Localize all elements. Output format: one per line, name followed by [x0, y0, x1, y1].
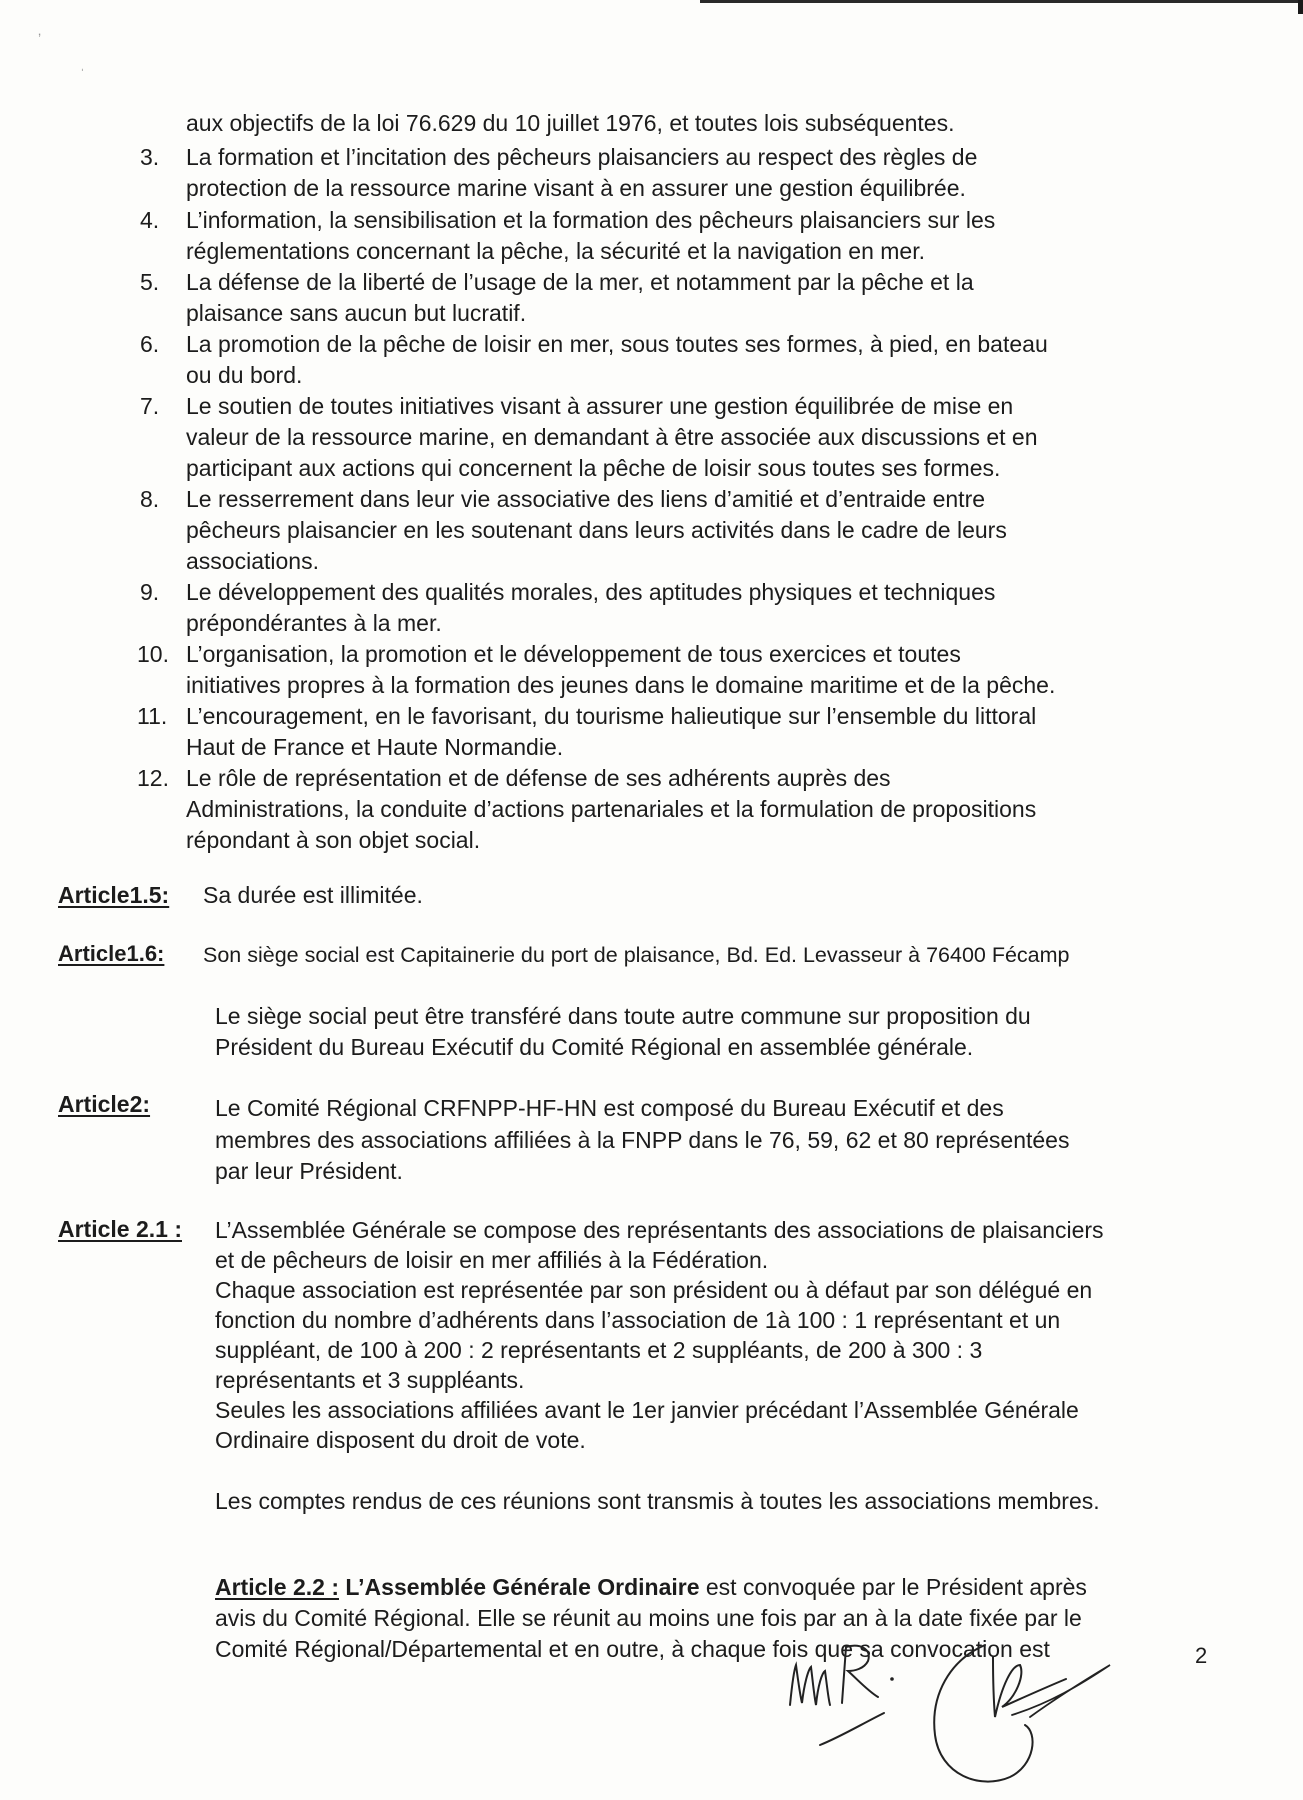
article-2-1-line: représentants et 3 suppléants.	[215, 1367, 525, 1393]
article-1-5-text: Sa durée est illimitée.	[203, 882, 423, 908]
list-item-number: 3.	[140, 144, 160, 170]
article-1-6-para-line: Le siège social peut être transféré dans toute autre commune sur proposition du	[215, 1003, 1031, 1029]
list-item-line: L’organisation, la promotion et le développement de tous exercices et toutes	[186, 641, 961, 667]
scan-edge-right	[1298, 0, 1303, 14]
list-item-line: Haut de France et Haute Normandie.	[186, 734, 564, 760]
list-item-line: réglementations concernant la pêche, la sécurité et la navigation en mer.	[186, 238, 925, 264]
scan-edge-top	[700, 0, 1303, 3]
list-item-number: 11.	[137, 703, 168, 729]
scan-speck: ‚	[38, 22, 42, 38]
article-2-1-line: et de pêcheurs de loisir en mer affiliés à la Fédération.	[215, 1247, 769, 1273]
article-2-1-line: suppléant, de 100 à 200 : 2 représentants et 2 suppléants, de 200 à 300 : 3	[215, 1337, 983, 1363]
list-item-line: La défense de la liberté de l’usage de la mer, et notamment par la pêche et la	[186, 269, 974, 295]
handwritten-signature	[780, 1625, 1210, 1800]
list-item-line: répondant à son objet social.	[186, 827, 481, 853]
intro-line: aux objectifs de la loi 76.629 du 10 juillet 1976, et toutes lois subséquentes.	[186, 110, 955, 136]
list-item-number: 5.	[140, 269, 160, 295]
list-item-line: L’encouragement, en le favorisant, du tourisme halieutique sur l’ensemble du littoral	[186, 703, 1037, 729]
list-item-line: La promotion de la pêche de loisir en mer, sous toutes ses formes, à pied, en bateau	[186, 331, 1048, 357]
article-2-2-label: Article 2.2 :	[215, 1574, 339, 1600]
article-1-6-para-line: Président du Bureau Exécutif du Comité Régional en assemblée générale.	[215, 1034, 974, 1060]
article-2-1-line: Seules les associations affiliées avant le 1er janvier précédant l’Assemblée Générale	[215, 1397, 1079, 1423]
article-2-line: membres des associations affiliées à la FNPP dans le 76, 59, 62 et 80 représentées	[215, 1127, 1070, 1153]
article-2-2-first-rest: est convoquée par le Président après	[699, 1574, 1087, 1600]
article-2-1-line: Ordinaire disposent du droit de vote.	[215, 1427, 586, 1453]
article-1-5-label: Article1.5:	[58, 882, 170, 908]
article-2-1-line: L’Assemblée Générale se compose des représentants des associations de plaisanciers	[215, 1217, 1104, 1243]
list-item-number: 4.	[140, 207, 160, 233]
list-item-line: L’information, la sensibilisation et la formation des pêcheurs plaisanciers sur les	[186, 207, 996, 233]
list-item-number: 10.	[137, 641, 169, 667]
article-2-1-line: fonction du nombre d’adhérents dans l’association de 1à 100 : 1 représentant et un	[215, 1307, 1061, 1333]
list-item-line: protection de la ressource marine visant à en assurer une gestion équilibrée.	[186, 175, 966, 201]
list-item-line: prépondérantes à la mer.	[186, 610, 442, 636]
list-item-line: La formation et l’incitation des pêcheurs plaisanciers au respect des règles de	[186, 144, 978, 170]
article-1-6-label: Article1.6:	[58, 941, 165, 966]
article-2-1-line: Chaque association est représentée par son président ou à défaut par son délégué en	[215, 1277, 1093, 1303]
page-number: 2	[1195, 1643, 1208, 1668]
list-item-number: 6.	[140, 331, 160, 357]
list-item-line: ou du bord.	[186, 362, 303, 388]
list-item-line: valeur de la ressource marine, en demandant à être associée aux discussions et en	[186, 424, 1038, 450]
article-2-1-label: Article 2.1 :	[58, 1216, 182, 1242]
list-item-number: 12.	[137, 765, 169, 791]
list-item-number: 9.	[140, 579, 160, 605]
article-2-line: Le Comité Régional CRFNPP-HF-HN est composé du Bureau Exécutif et des	[215, 1095, 1004, 1121]
list-item-line: participant aux actions qui concernent la pêche de loisir sous toutes ses formes.	[186, 455, 1001, 481]
list-item-line: Le soutien de toutes initiatives visant à assurer une gestion équilibrée de mise en	[186, 393, 1014, 419]
list-item-line: associations.	[186, 548, 319, 574]
article-2-2-bold-phrase: L’Assemblée Générale Ordinaire	[345, 1574, 700, 1600]
article-2-line: par leur Président.	[215, 1158, 403, 1184]
list-item-line: Le resserrement dans leur vie associative des liens d’amitié et d’entraide entre	[186, 486, 986, 512]
list-item-line: Le rôle de représentation et de défense de ses adhérents auprès des	[186, 765, 891, 791]
article-2-2-line: Comité Régional/Départemental et en outre, à chaque fois que sa convocation est	[215, 1636, 1050, 1662]
list-item-number: 7.	[140, 393, 160, 419]
list-item-line: Le développement des qualités morales, des aptitudes physiques et techniques	[186, 579, 996, 605]
list-item-number: 8.	[140, 486, 160, 512]
list-item-line: Administrations, la conduite d’actions partenariales et la formulation de propositions	[186, 796, 1037, 822]
article-2-1-closing: Les comptes rendus de ces réunions sont transmis à toutes les associations membres.	[215, 1488, 1100, 1514]
article-1-6-text: Son siège social est Capitainerie du port de plaisance, Bd. Ed. Levasseur à 76400 Fécamp	[203, 943, 1070, 967]
list-item-line: plaisance sans aucun but lucratif.	[186, 300, 527, 326]
scan-speck: ˈ	[80, 66, 85, 82]
list-item-line: initiatives propres à la formation des jeunes dans le domaine maritime et de la pêche.	[186, 672, 1056, 698]
article-2-2-line: avis du Comité Régional. Elle se réunit au moins une fois par an à la date fixée par le	[215, 1605, 1082, 1631]
article-2-label: Article2:	[58, 1091, 151, 1117]
article-2-2-first-line	[215, 1576, 1087, 1599]
list-item-line: pêcheurs plaisancier en les soutenant dans leurs activités dans le cadre de leurs	[186, 517, 1007, 543]
